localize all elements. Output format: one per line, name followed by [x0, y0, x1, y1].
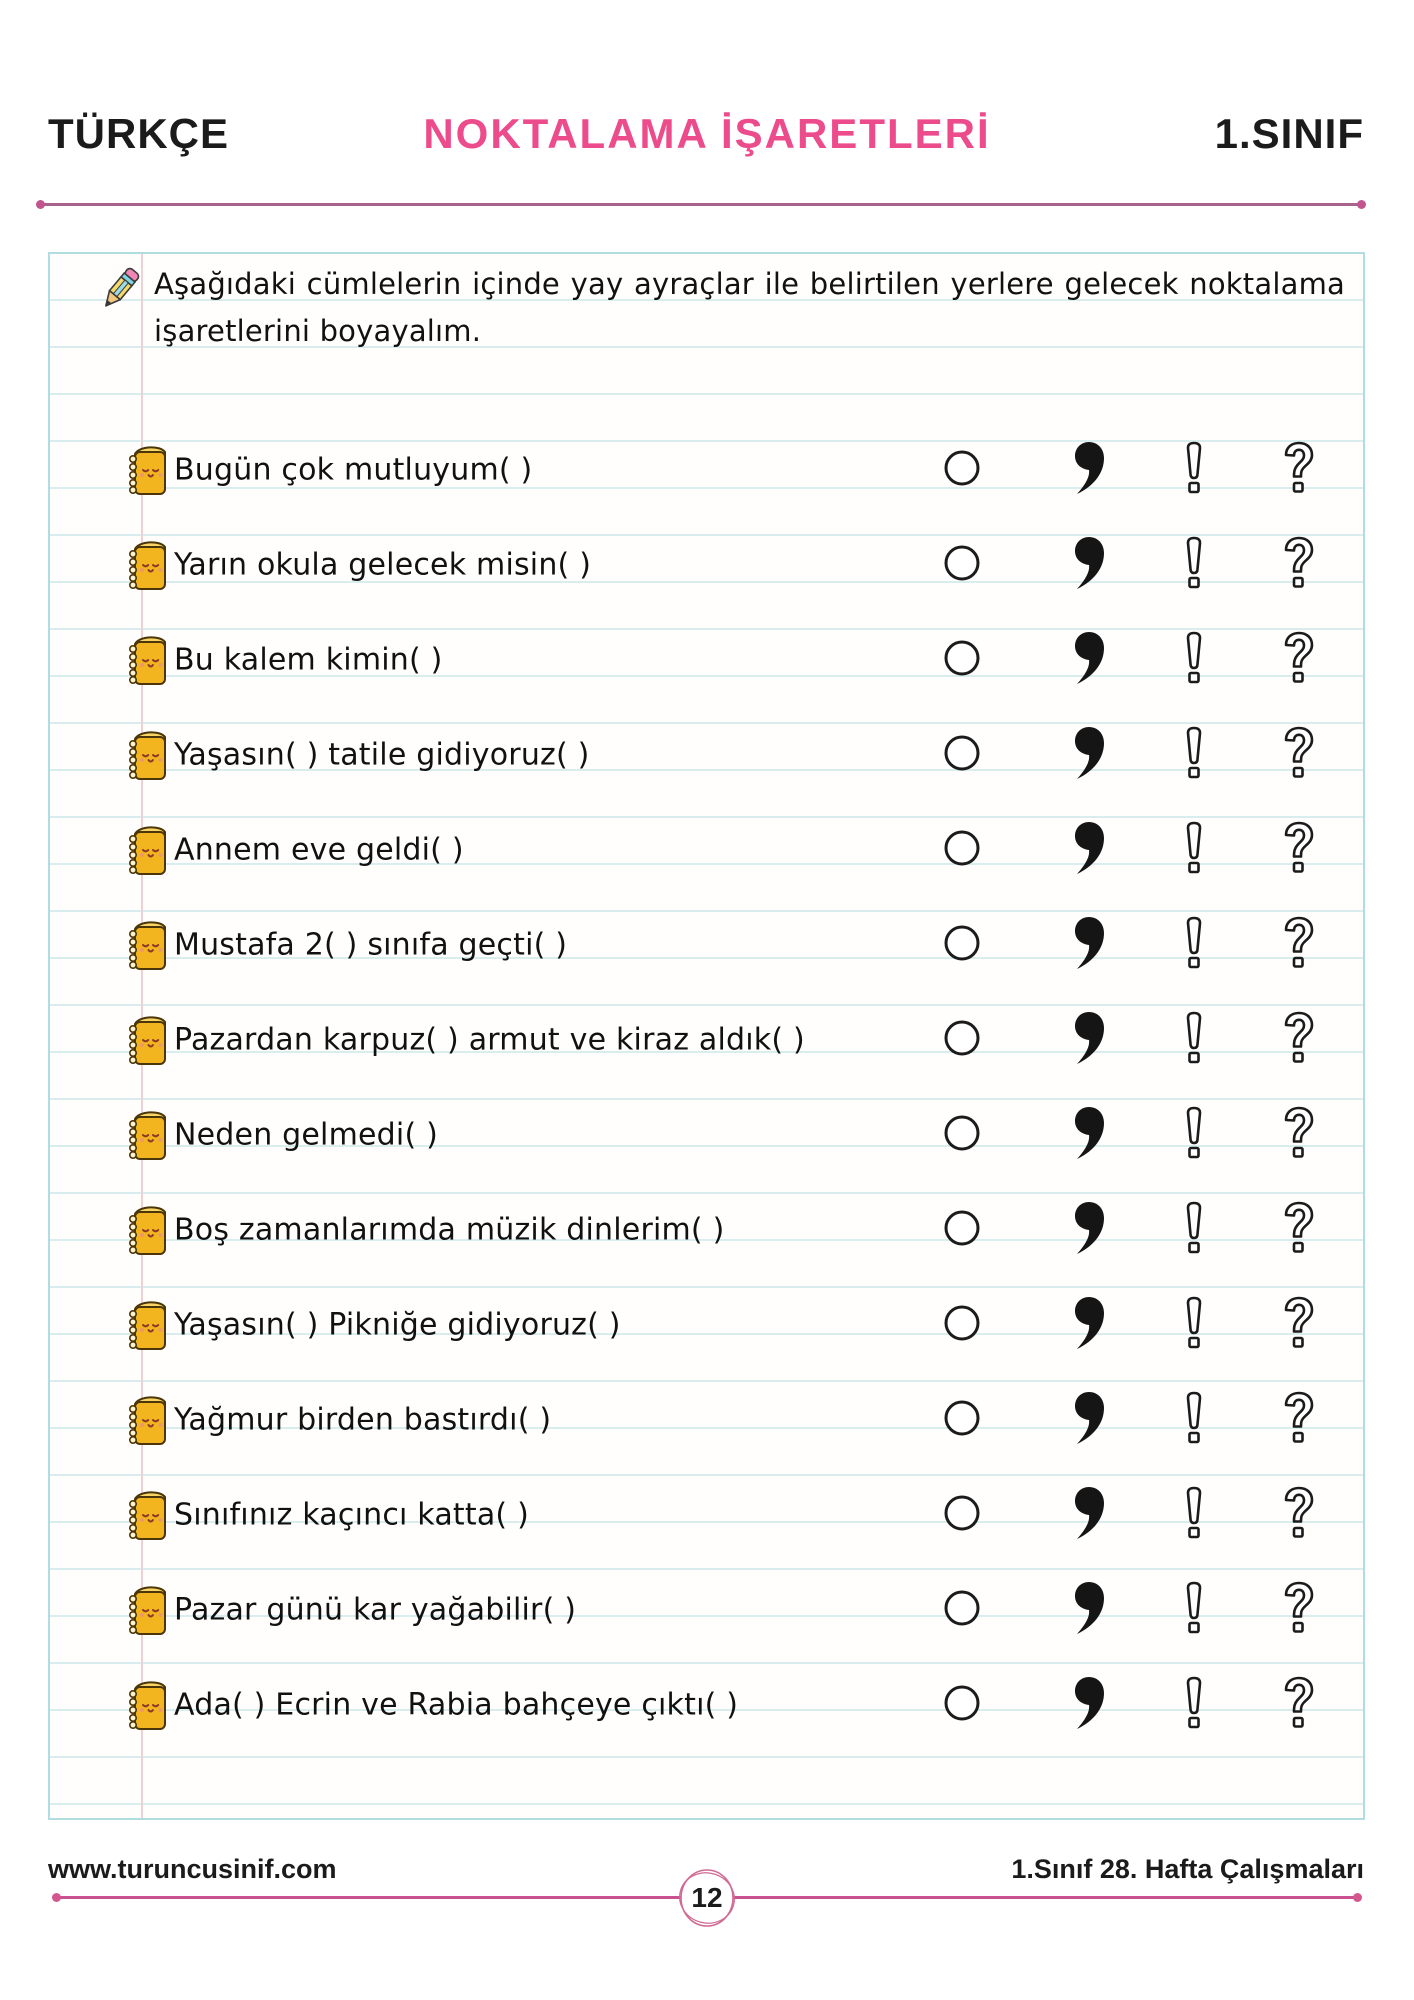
- sentence-row: [50, 630, 1363, 690]
- page-number-badge: [677, 1868, 737, 1928]
- notebook-icon: [124, 1489, 170, 1545]
- comma-symbol[interactable]: [1068, 440, 1108, 500]
- notebook-icon: [124, 1299, 170, 1355]
- notebook-icon: [124, 634, 170, 690]
- sentence-row: [50, 820, 1363, 880]
- pencil-icon: [98, 265, 142, 317]
- comma-symbol[interactable]: [1068, 1010, 1108, 1070]
- exclamation-symbol[interactable]: [1178, 441, 1210, 499]
- footer-edition: 1.Sınıf 28. Hafta Çalışmaları: [1011, 1854, 1364, 1884]
- question-symbol[interactable]: [1281, 1581, 1317, 1639]
- question-symbol[interactable]: [1281, 1011, 1317, 1069]
- period-symbol[interactable]: [942, 923, 982, 967]
- period-symbol[interactable]: [942, 448, 982, 492]
- exclamation-symbol[interactable]: [1178, 1486, 1210, 1544]
- exclamation-symbol[interactable]: [1178, 1011, 1210, 1069]
- divider-dot-left: [36, 200, 45, 209]
- sentence-row: [50, 1105, 1363, 1165]
- question-symbol[interactable]: [1281, 1486, 1317, 1544]
- notebook-icon: [124, 444, 170, 500]
- period-symbol[interactable]: [942, 733, 982, 777]
- sentence-text: Pazar günü kar yağabilir( ): [174, 1592, 577, 1628]
- header-subject: TÜRKÇE: [48, 110, 229, 157]
- question-symbol[interactable]: [1281, 1296, 1317, 1354]
- notebook-icon: [124, 1679, 170, 1735]
- sentence-row: [50, 1390, 1363, 1450]
- sentence-row: [50, 915, 1363, 975]
- ruled-sheet: [48, 252, 1365, 1820]
- exclamation-symbol[interactable]: [1178, 726, 1210, 784]
- comma-symbol[interactable]: [1068, 1675, 1108, 1735]
- sentence-text: Annem eve geldi( ): [174, 832, 464, 868]
- footer-website: www.turuncusinif.com: [48, 1854, 337, 1884]
- notebook-icon: [124, 919, 170, 975]
- period-symbol[interactable]: [942, 1588, 982, 1632]
- period-symbol[interactable]: [942, 543, 982, 587]
- comma-symbol[interactable]: [1068, 630, 1108, 690]
- comma-symbol[interactable]: [1068, 1580, 1108, 1640]
- notebook-icon: [124, 539, 170, 595]
- sentence-row: [50, 1010, 1363, 1070]
- page-number: 12: [691, 1882, 723, 1913]
- comma-symbol[interactable]: [1068, 915, 1108, 975]
- exclamation-symbol[interactable]: [1178, 1581, 1210, 1639]
- notebook-icon: [124, 1394, 170, 1450]
- sentence-text: Neden gelmedi( ): [174, 1117, 438, 1153]
- notebook-icon: [124, 729, 170, 785]
- exclamation-symbol[interactable]: [1178, 1391, 1210, 1449]
- question-symbol[interactable]: [1281, 916, 1317, 974]
- notebook-icon: [124, 1584, 170, 1640]
- sentence-text: Yaşasın( ) Pikniğe gidiyoruz( ): [174, 1307, 621, 1343]
- period-symbol[interactable]: [942, 1208, 982, 1252]
- header-grade: 1.SINIF: [1214, 110, 1364, 157]
- period-symbol[interactable]: [942, 1493, 982, 1537]
- sentence-row: [50, 725, 1363, 785]
- question-symbol[interactable]: [1281, 821, 1317, 879]
- comma-symbol[interactable]: [1068, 1390, 1108, 1450]
- exclamation-symbol[interactable]: [1178, 1296, 1210, 1354]
- sentence-text: Ada( ) Ecrin ve Rabia bahçeye çıktı( ): [174, 1687, 739, 1723]
- comma-symbol[interactable]: [1068, 1200, 1108, 1260]
- sentence-text: Pazardan karpuz( ) armut ve kiraz aldık( ): [174, 1022, 805, 1058]
- period-symbol[interactable]: [942, 828, 982, 872]
- period-symbol[interactable]: [942, 1113, 982, 1157]
- sentence-row: [50, 535, 1363, 595]
- exclamation-symbol[interactable]: [1178, 536, 1210, 594]
- sentence-row: [50, 1485, 1363, 1545]
- page-title: NOKTALAMA İŞARETLERİ: [423, 110, 991, 157]
- exclamation-symbol[interactable]: [1178, 1201, 1210, 1259]
- comma-symbol[interactable]: [1068, 1295, 1108, 1355]
- comma-symbol[interactable]: [1068, 1485, 1108, 1545]
- period-symbol[interactable]: [942, 1303, 982, 1347]
- sentence-row: [50, 1295, 1363, 1355]
- question-symbol[interactable]: [1281, 1106, 1317, 1164]
- sentence-row: [50, 1580, 1363, 1640]
- question-symbol[interactable]: [1281, 1676, 1317, 1734]
- period-symbol[interactable]: [942, 1018, 982, 1062]
- comma-symbol[interactable]: [1068, 725, 1108, 785]
- sentence-row: [50, 440, 1363, 500]
- sentence-row: [50, 1200, 1363, 1260]
- exclamation-symbol[interactable]: [1178, 631, 1210, 689]
- footer-dot-right: [1353, 1893, 1362, 1902]
- notebook-icon: [124, 824, 170, 880]
- comma-symbol[interactable]: [1068, 820, 1108, 880]
- notebook-icon: [124, 1204, 170, 1260]
- question-symbol[interactable]: [1281, 1391, 1317, 1449]
- question-symbol[interactable]: [1281, 631, 1317, 689]
- instruction-text: Aşağıdaki cümlelerin içinde yay ayraçlar ile belirtilen yerlere gelecek noktalama işaretlerini boyayalım.: [154, 267, 1345, 348]
- sentence-text: Bu kalem kimin( ): [174, 642, 443, 678]
- question-symbol[interactable]: [1281, 536, 1317, 594]
- comma-symbol[interactable]: [1068, 535, 1108, 595]
- question-symbol[interactable]: [1281, 726, 1317, 784]
- period-symbol[interactable]: [942, 1398, 982, 1442]
- sentence-text: Mustafa 2( ) sınıfa geçti( ): [174, 927, 568, 963]
- notebook-icon: [124, 1014, 170, 1070]
- period-symbol[interactable]: [942, 1683, 982, 1727]
- period-symbol[interactable]: [942, 638, 982, 682]
- sentence-row: [50, 1675, 1363, 1735]
- comma-symbol[interactable]: [1068, 1105, 1108, 1165]
- footer-dot-left: [52, 1893, 61, 1902]
- question-symbol[interactable]: [1281, 1201, 1317, 1259]
- exclamation-symbol[interactable]: [1178, 821, 1210, 879]
- exclamation-symbol[interactable]: [1178, 1676, 1210, 1734]
- sentence-text: Yaşasın( ) tatile gidiyoruz( ): [174, 737, 590, 773]
- exclamation-symbol[interactable]: [1178, 1106, 1210, 1164]
- sentence-text: Yağmur birden bastırdı( ): [174, 1402, 552, 1438]
- sentence-text: Yarın okula gelecek misin( ): [174, 547, 592, 583]
- notebook-icon: [124, 1109, 170, 1165]
- question-symbol[interactable]: [1281, 441, 1317, 499]
- sentence-text: Sınıfınız kaçıncı katta( ): [174, 1497, 529, 1533]
- exclamation-symbol[interactable]: [1178, 916, 1210, 974]
- header-divider: [40, 203, 1362, 206]
- sentence-text: Boş zamanlarımda müzik dinlerim( ): [174, 1212, 725, 1248]
- divider-dot-right: [1357, 200, 1366, 209]
- sentence-text: Bugün çok mutluyum( ): [174, 452, 533, 488]
